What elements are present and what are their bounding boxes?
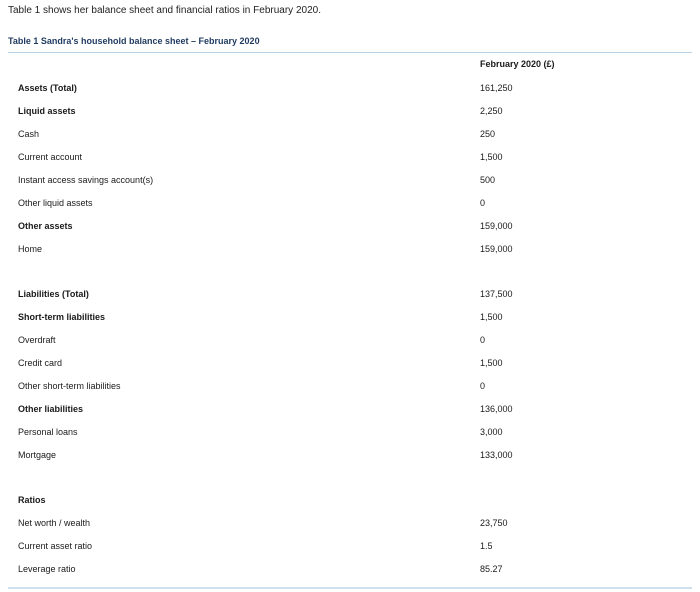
table-row [0, 356, 700, 370]
row-value: 0 [480, 198, 486, 208]
table-row [0, 242, 700, 256]
row-label: Current asset ratio [18, 541, 93, 551]
table-row [0, 539, 700, 553]
row-label: Assets (Total) [18, 83, 77, 93]
row-label: Mortgage [18, 450, 57, 460]
row-value: 133,000 [480, 450, 513, 460]
column-header: February 2020 (£) [480, 59, 555, 69]
table-row [0, 173, 700, 187]
row-value: 161,250 [480, 83, 513, 93]
row-label: Home [18, 244, 43, 254]
row-label: Current account [18, 152, 83, 162]
row-label: Credit card [18, 358, 63, 368]
table-row [0, 127, 700, 141]
table-row [0, 333, 700, 347]
table-row [0, 493, 700, 507]
table-row [0, 81, 700, 95]
row-value: 1,500 [480, 152, 503, 162]
row-label: Liquid assets [18, 106, 76, 116]
row-value: 0 [480, 381, 486, 391]
row-label: Leverage ratio [18, 564, 76, 574]
table-row [0, 562, 700, 576]
intro-text: Table 1 shows her balance sheet and financial ratios in February 2020. [8, 5, 321, 16]
row-value: 136,000 [480, 404, 513, 414]
caption-divider [8, 52, 692, 53]
row-label: Other assets [18, 221, 73, 231]
row-label: Net worth / wealth [18, 518, 91, 528]
row-value: 1,500 [480, 312, 503, 322]
table-row [0, 196, 700, 210]
row-value: 2,250 [480, 106, 503, 116]
table-row [0, 219, 700, 233]
row-value: 137,500 [480, 289, 513, 299]
table-row [0, 104, 700, 118]
row-label: Other liquid assets [18, 198, 93, 208]
row-value: 85.27 [480, 564, 503, 574]
row-value: 0 [480, 335, 486, 345]
row-label: Instant access savings account(s) [18, 175, 154, 185]
row-value: 3,000 [480, 427, 503, 437]
row-value: 23,750 [480, 518, 508, 528]
table-bottom-divider [8, 587, 692, 589]
table-row [0, 150, 700, 164]
table-row [0, 402, 700, 416]
row-value: 500 [480, 175, 496, 185]
row-label: Short-term liabilities [18, 312, 106, 322]
table-row [0, 425, 700, 439]
row-value: 250 [480, 129, 496, 139]
row-label: Other short-term liabilities [18, 381, 121, 391]
row-label: Other liabilities [18, 404, 84, 414]
table-row [0, 516, 700, 530]
row-value: 1,500 [480, 358, 503, 368]
row-label: Liabilities (Total) [18, 289, 89, 299]
table-row [0, 448, 700, 462]
table-row [0, 310, 700, 324]
row-value: 159,000 [480, 221, 513, 231]
table-row [0, 379, 700, 393]
row-label: Overdraft [18, 335, 56, 345]
row-label: Ratios [18, 495, 46, 505]
row-value: 1.5 [480, 541, 493, 551]
row-label: Personal loans [18, 427, 78, 437]
table-caption: Table 1 Sandra's household balance sheet – February 2020 [8, 36, 260, 46]
row-label: Cash [18, 129, 40, 139]
table-row [0, 287, 700, 301]
row-value: 159,000 [480, 244, 513, 254]
